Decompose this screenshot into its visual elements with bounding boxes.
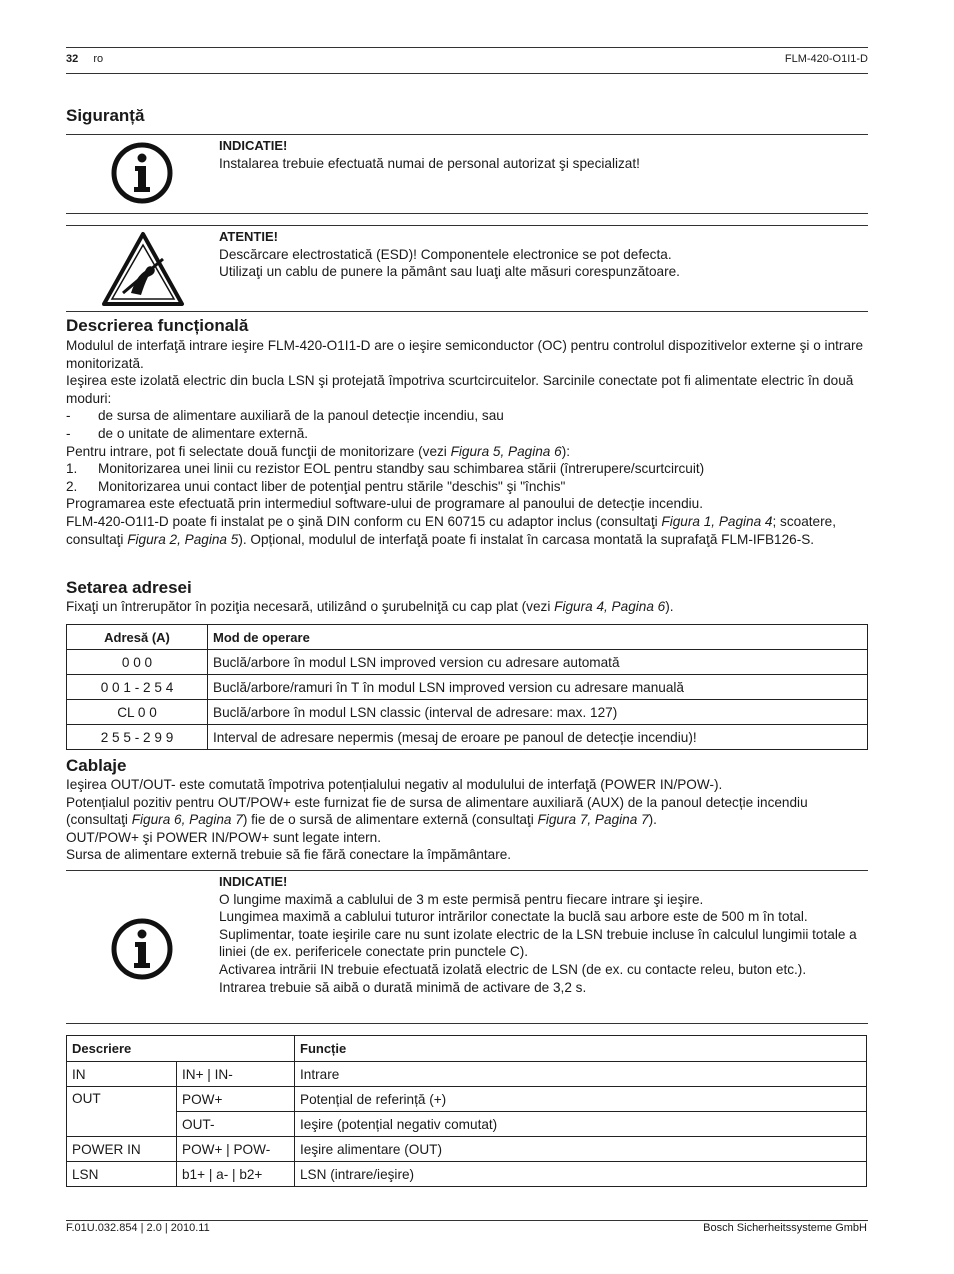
paragraph: OUT/POW+ şi POWER IN/POW+ sunt legate intern. <box>66 829 382 845</box>
table-row <box>67 650 868 675</box>
figure-reference: Figura 4, Pagina 6 <box>554 599 666 614</box>
table-cell: 0 0 0 <box>67 650 208 675</box>
header-rule <box>66 47 868 48</box>
info-icon <box>110 141 174 205</box>
section-title-address: Setarea adresei <box>66 578 192 597</box>
address-table <box>66 624 868 750</box>
notice-info-wiring <box>219 873 869 996</box>
language-code: ro <box>93 53 104 65</box>
paragraph: Potențialul pozitiv pentru OUT/POW+ este furnizat fie de sursa de alimentare auxiliară (AUX) de la panoul detecție incendiu (consultaţi Figura 6, Pagina 7) fie de o sursă de alimentare externă (consultaţi Figura 7, Pagina 7). <box>66 794 808 828</box>
table-row <box>67 1112 867 1137</box>
figure-reference: Figura 2, Pagina 5 <box>127 531 239 547</box>
table-header: Adresă (A) <box>67 625 208 650</box>
table-cell: Buclă/arbore/ramuri în T în modul LSN improved version cu adresare manuală <box>208 675 868 700</box>
footer-doc-id: F.01U.032.854 | 2.0 | 2010.11 <box>66 1222 210 1234</box>
table-header: Mod de operare <box>208 625 868 650</box>
table-row <box>67 675 868 700</box>
paragraph: Pentru intrare, pot fi selectate două funcţii de monitorizare (vezi Figura 5, Pagina 6): <box>66 443 571 459</box>
notice-rule <box>66 311 868 312</box>
wiring-table <box>66 1035 867 1187</box>
notice-label: INDICATIE! <box>219 138 288 153</box>
notice-info-1 <box>219 137 869 172</box>
table-cell: IN+ | IN- <box>177 1062 295 1087</box>
table-cell: 0 0 1 - 2 5 4 <box>67 675 208 700</box>
paragraph: Ieşirea OUT/OUT- este comutată împotriva potențialului negativ al modulului de interfaţă (POWER IN/POW-). <box>66 777 723 792</box>
table-header-row <box>67 625 868 650</box>
table-cell: Ieşire alimentare (OUT) <box>295 1137 867 1162</box>
notice-rule <box>66 213 868 214</box>
footer-rule <box>66 1220 868 1221</box>
table-row <box>67 1087 867 1112</box>
paragraph: Modulul de interfaţă intrare ieşire FLM-420-O1I1-D are o ieşire semiconductor (OC) pentru controlul dispozitivelor externe şi o intrare monitorizată. <box>66 338 864 371</box>
notice-text: Utilizaţi un cablu de punere la pământ sau luaţi alte măsuri corespunzătoare. <box>219 264 680 280</box>
paragraph: Programarea este efectuată prin intermediul software-ului de programare al panoului de detecție incendiu. <box>66 496 704 512</box>
section-title-functional: Descrierea funcțională <box>66 316 249 335</box>
address-body <box>66 598 868 616</box>
header-rule-bottom <box>66 73 868 74</box>
table-cell: 2 5 5 - 2 9 9 <box>67 725 208 750</box>
figure-reference: Figura 5, Pagina 6 <box>450 443 562 459</box>
notice-rule <box>66 1023 868 1024</box>
list-item: 2. Monitorizarea unui contact liber de potenţial pentru stările "deschis" şi "închis" <box>66 478 566 494</box>
table-row <box>67 1162 867 1187</box>
list-item: 1. Monitorizarea unei linii cu rezistor EOL pentru standby sau schimbarea stării (întrerupere/scurtcircuit) <box>66 461 705 477</box>
notice-text: Instalarea trebuie efectuată numai de personal autorizat şi specializat! <box>219 155 640 171</box>
table-cell: OUT- <box>177 1112 295 1137</box>
table-row <box>67 1137 867 1162</box>
notice-label: ATENTIE! <box>219 229 278 244</box>
figure-reference: Figura 7, Pagina 7 <box>537 812 649 828</box>
esd-warning-icon <box>101 231 185 307</box>
list-item: - de o unitate de alimentare externă. <box>66 425 309 441</box>
notice-text: Intrarea trebuie să aibă o durată minimă de activare de 3,2 s. <box>219 979 587 995</box>
table-header-row <box>67 1036 867 1062</box>
table-cell: CL 0 0 <box>67 700 208 725</box>
section-title-safety: Siguranță <box>66 106 145 125</box>
table-cell: LSN <box>67 1162 177 1187</box>
notice-rule <box>66 225 868 226</box>
notice-rule <box>66 870 868 871</box>
table-cell: POW+ <box>177 1087 295 1112</box>
functional-body <box>66 337 868 548</box>
page-number: 32 <box>66 53 79 65</box>
table-cell: Intrare <box>295 1062 867 1087</box>
notice-text: Activarea intrării IN trebuie efectuată izolată electric de LSN (de ex. cu contacte releu, buton etc.). <box>219 961 807 977</box>
table-cell: POW+ | POW- <box>177 1137 295 1162</box>
table-header: Funcție <box>295 1036 867 1062</box>
notice-label: INDICATIE! <box>219 874 288 889</box>
section-title-wiring: Cablaje <box>66 756 127 775</box>
table-cell: OUT <box>67 1087 177 1137</box>
page-header <box>66 53 103 65</box>
table-cell: Buclă/arbore în modul LSN improved version cu adresare automată <box>208 650 868 675</box>
notice-text: Descărcare electrostatică (ESD)! Componentele electronice se pot defecta. <box>219 246 672 262</box>
notice-esd <box>219 228 869 281</box>
table-cell: LSN (intrare/ieşire) <box>295 1162 867 1187</box>
table-cell: Buclă/arbore în modul LSN classic (interval de adresare: max. 127) <box>208 700 868 725</box>
table-row <box>67 1062 867 1087</box>
figure-reference: Figura 6, Pagina 7 <box>131 812 243 828</box>
wiring-body <box>66 776 868 864</box>
paragraph: Fixaţi un întrerupător în poziţia necesară, utilizând o şurubelniţă cu cap plat (vezi Figura 4, Pagina 6). <box>66 599 674 614</box>
table-row <box>67 700 868 725</box>
notice-text: Lungimea maximă a cablului tuturor intrărilor conectate la buclă sau arbore este de 500 m în total. Suplimentar, toate ieşirile care nu sunt izolate electric de la LSN trebuie incluse în calculul lungimii totale a liniei (de ex. perifericele conectate prin punctele C). <box>219 909 857 960</box>
footer-company: Bosch Sicherheitssysteme GmbH <box>703 1222 867 1234</box>
table-cell: Ieşire (potențial negativ comutat) <box>295 1112 867 1137</box>
table-row <box>67 725 868 750</box>
notice-rule <box>66 134 868 135</box>
table-cell: Potențial de referință (+) <box>295 1087 867 1112</box>
figure-reference: Figura 1, Pagina 4 <box>661 513 773 529</box>
paragraph: Ieşirea este izolată electric din bucla LSN şi protejată împotriva scurtcircuitelor. Sarcinile conectate pot fi alimentate electric în două moduri: <box>66 373 854 406</box>
table-cell: Interval de adresare nepermis (mesaj de eroare pe panoul de detecție incendiu)! <box>208 725 868 750</box>
notice-text: O lungime maximă a cablului de 3 m este permisă pentru fiecare intrare şi ieşire. <box>219 891 704 907</box>
paragraph: Sursa de alimentare externă trebuie să fie fără conectare la împământare. <box>66 847 512 863</box>
table-cell: POWER IN <box>67 1137 177 1162</box>
info-icon <box>110 917 174 981</box>
list-item: - de sursa de alimentare auxiliară de la panoul detecție incendiu, sau <box>66 408 504 424</box>
paragraph: FLM-420-O1I1-D poate fi instalat pe o şină DIN conform cu EN 60715 cu adaptor inclus (consultaţi Figura 1, Pagina 4; scoatere, consultaţi Figura 2, Pagina 5). Opțional, modulul de interfaţă poate fi instalat în carcasa montată la suprafaţă FLM-IFB126-S. <box>66 513 836 547</box>
table-header: Descriere <box>67 1036 295 1062</box>
product-code: FLM-420-O1I1-D <box>784 53 868 65</box>
table-cell: b1+ | a- | b2+ <box>177 1162 295 1187</box>
table-cell: IN <box>67 1062 177 1087</box>
